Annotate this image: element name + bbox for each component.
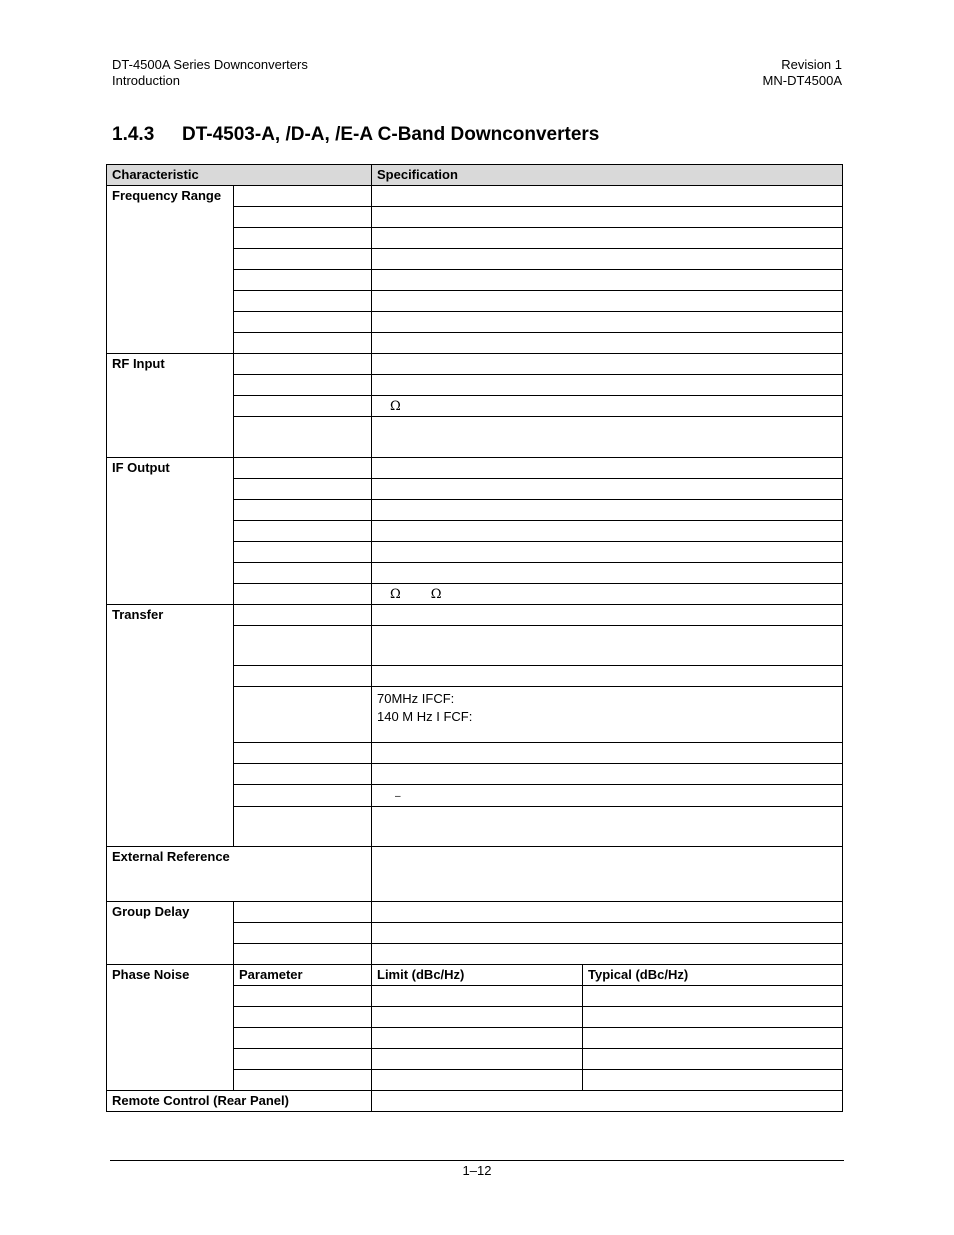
plus-minus-dash: – <box>395 791 401 802</box>
table-cell <box>372 396 843 417</box>
section-number: 1.4.3 <box>112 124 155 145</box>
table-row <box>107 965 843 986</box>
table-cell <box>372 291 843 312</box>
group-remote-control: Remote Control (Rear Panel) <box>107 1091 372 1112</box>
table-cell <box>234 923 372 944</box>
table-cell <box>234 479 372 500</box>
table-cell <box>234 902 372 923</box>
ohm-symbol: Ω <box>430 587 442 602</box>
table-cell <box>372 626 843 666</box>
group-phase-noise: Phase Noise <box>107 965 234 1091</box>
table-cell <box>234 666 372 687</box>
table-cell <box>583 1070 843 1091</box>
table-cell <box>372 186 843 207</box>
group-frequency-range: Frequency Range <box>107 186 234 354</box>
section-heading <box>112 123 599 147</box>
table-cell <box>234 186 372 207</box>
table-cell <box>372 521 843 542</box>
section-title: DT-4503-A, /D-A, /E-A C-Band Downconverters <box>182 124 600 145</box>
table-cell <box>234 743 372 764</box>
table-cell <box>372 249 843 270</box>
table-cell <box>234 584 372 605</box>
table-cell <box>234 375 372 396</box>
table-cell <box>372 1091 843 1112</box>
group-rf-input: RF Input <box>107 354 234 458</box>
table-cell <box>234 807 372 847</box>
table-cell <box>234 764 372 785</box>
table-cell <box>372 923 843 944</box>
table-cell <box>234 563 372 584</box>
table-cell <box>372 807 843 847</box>
running-header-right <box>763 57 842 89</box>
table-cell <box>372 1070 583 1091</box>
table-cell <box>583 1007 843 1028</box>
table-cell <box>372 312 843 333</box>
table-cell <box>372 743 843 764</box>
ohm-symbol: Ω <box>390 399 401 414</box>
document-title: DT-4500A Series Downconverters <box>112 57 308 72</box>
table-cell <box>372 333 843 354</box>
ifcf-140-label: 140 M Hz I FCF: <box>377 709 473 724</box>
col-specification: Specification <box>372 165 843 186</box>
footer-rule <box>110 1160 844 1161</box>
table-cell <box>234 396 372 417</box>
table-cell <box>234 500 372 521</box>
table-cell <box>234 687 372 743</box>
ohm-symbol: Ω <box>390 587 401 602</box>
table-cell <box>372 458 843 479</box>
table-cell <box>372 563 843 584</box>
col-characteristic: Characteristic <box>107 165 372 186</box>
table-cell <box>372 986 583 1007</box>
table-cell <box>372 605 843 626</box>
table-row <box>107 458 843 479</box>
table-cell <box>372 375 843 396</box>
table-cell <box>234 626 372 666</box>
table-cell <box>372 542 843 563</box>
ifcf-70-label: 70MHz IFCF: <box>377 691 455 706</box>
table-cell <box>234 1049 372 1070</box>
table-cell <box>372 228 843 249</box>
table-cell <box>583 986 843 1007</box>
group-group-delay: Group Delay <box>107 902 234 965</box>
phase-noise-col-typical: Typical (dBc/Hz) <box>583 965 843 986</box>
table-cell <box>234 1070 372 1091</box>
manual-number: MN-DT4500A <box>762 73 842 88</box>
table-cell <box>234 542 372 563</box>
running-header-left <box>112 57 308 89</box>
table-cell <box>372 666 843 687</box>
phase-noise-col-parameter: Parameter <box>234 965 372 986</box>
table-row <box>107 354 843 375</box>
table-cell <box>234 207 372 228</box>
table-cell <box>234 986 372 1007</box>
table-cell <box>234 270 372 291</box>
table-cell <box>372 764 843 785</box>
table-cell <box>583 1028 843 1049</box>
table-row <box>107 186 843 207</box>
table-cell <box>372 584 843 605</box>
group-if-output: IF Output <box>107 458 234 605</box>
table-cell <box>234 249 372 270</box>
table-cell <box>372 500 843 521</box>
table-cell <box>234 785 372 807</box>
table-cell <box>234 458 372 479</box>
table-cell <box>234 1007 372 1028</box>
chapter-name: Introduction <box>112 73 180 88</box>
table-cell <box>234 605 372 626</box>
table-cell <box>234 354 372 375</box>
page-number: 1–12 <box>462 1163 492 1178</box>
table-cell <box>234 291 372 312</box>
table-cell <box>583 1049 843 1070</box>
table-cell <box>372 944 843 965</box>
table-cell <box>234 228 372 249</box>
table-cell <box>372 270 843 291</box>
table-cell <box>372 354 843 375</box>
phase-noise-col-limit: Limit (dBc/Hz) <box>372 965 583 986</box>
table-cell <box>372 1007 583 1028</box>
table-cell <box>372 847 843 902</box>
revision: Revision 1 <box>781 57 842 72</box>
table-row <box>107 605 843 626</box>
table-cell <box>234 333 372 354</box>
group-transfer: Transfer <box>107 605 234 847</box>
table-row <box>107 1091 843 1112</box>
table-row <box>107 847 843 902</box>
table-cell <box>234 312 372 333</box>
table-cell <box>234 521 372 542</box>
table-cell <box>372 1028 583 1049</box>
table-cell <box>234 944 372 965</box>
group-external-reference: External Reference <box>107 847 372 902</box>
table-cell <box>372 1049 583 1070</box>
table-cell <box>234 1028 372 1049</box>
table-cell <box>372 902 843 923</box>
table-row <box>107 902 843 923</box>
table-cell <box>372 417 843 458</box>
table-cell <box>372 785 843 807</box>
table-cell <box>372 687 843 743</box>
table-cell <box>234 417 372 458</box>
table-header-row <box>107 165 843 186</box>
spec-table <box>106 164 843 1112</box>
table-cell <box>372 207 843 228</box>
table-cell <box>372 479 843 500</box>
